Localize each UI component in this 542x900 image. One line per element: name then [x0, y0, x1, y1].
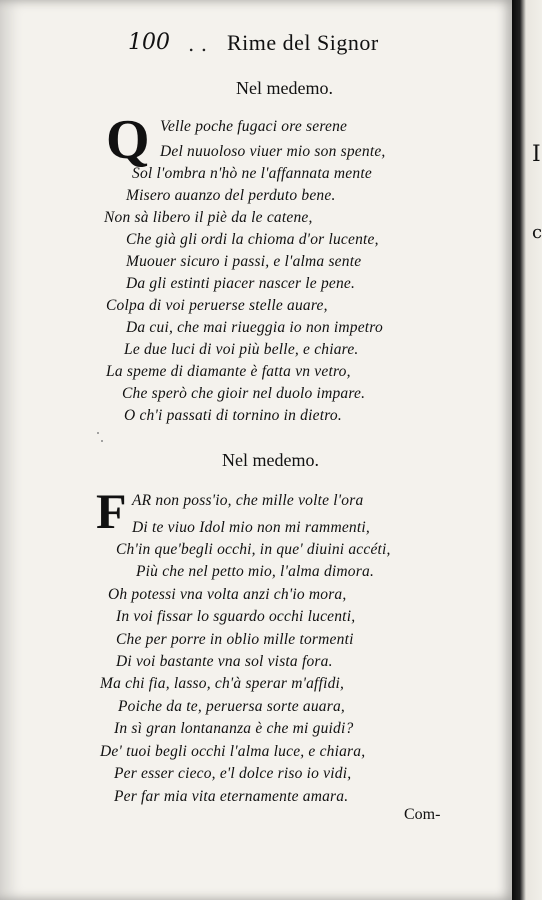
poem1-line-10: Da cui, che mai riueggia io non impetro	[126, 319, 383, 336]
poem2-line-5: Oh potessi vna volta anzi ch'io mora,	[108, 586, 347, 603]
poem1-line-3: Sol l'ombra n'hò ne l'affannata mente	[132, 165, 372, 182]
poem2-line-3: Ch'in que'begli occhi, in que' diuini accéti,	[116, 541, 391, 558]
adjacent-page-fragment: I	[532, 142, 541, 167]
poem1-line-9: Colpa di voi peruerse stelle auare,	[106, 297, 328, 314]
header-separator: . .	[188, 32, 208, 56]
poem1-line-5: Non sà libero il piè da le catene,	[104, 209, 313, 226]
poem1-line-1: Velle poche fugaci ore serene	[160, 118, 348, 135]
poem2-line-2: Di te viuo Idol mio non mi rammenti,	[132, 519, 370, 536]
poem1-line-6: Che già gli ordi la chioma d'or lucente,	[126, 231, 379, 248]
poem2-line-6: In voi fissar lo sguardo occhi lucenti,	[116, 608, 356, 625]
poem1-line-11: Le due luci di voi più belle, e chiare.	[124, 341, 359, 358]
poem1-title: Nel medemo.	[236, 78, 333, 98]
poem2-line-10: Poiche da te, peruersa sorte auara,	[118, 698, 345, 715]
poem2-line-14: Per far mia vita eternamente amara.	[114, 788, 349, 805]
poem1-line-13: Che sperò che gioir nel duolo impare.	[122, 385, 366, 402]
paper-speck	[101, 440, 103, 442]
poem1-line-14: O ch'i passati di tornino in dietro.	[124, 407, 342, 424]
poem1-line-12: La speme di diamante è fatta vn vetro,	[106, 363, 351, 380]
poem2-line-9: Ma chi fia, lasso, ch'à sperar m'affidi,	[100, 675, 345, 692]
page-header	[0, 30, 512, 62]
running-title: Rime del Signor	[227, 30, 379, 55]
adjacent-page-fragment: c	[532, 222, 542, 243]
poem2-line-4: Più che nel petto mio, l'alma dimora.	[136, 563, 375, 580]
poem1-line-4: Misero auanzo del perduto bene.	[126, 187, 336, 204]
poem2-line-13: Per esser cieco, e'l dolce riso io vidi,	[114, 765, 352, 782]
page-number: 100	[128, 30, 170, 55]
poem1-dropcap: Q	[106, 109, 150, 171]
poem2-line-12: De' tuoi begli occhi l'alma luce, e chiara,	[100, 743, 366, 760]
poem2-line-7: Che per porre in oblio mille tormenti	[116, 631, 354, 648]
poem1-line-8: Da gli estinti piacer nascer le pene.	[126, 275, 356, 292]
poem1-line-2: Del nuuoloso viuer mio son spente,	[160, 143, 386, 160]
poem2-line-11: In sì gran lontananza è che mi guidi?	[114, 720, 354, 737]
poem2-line-8: Di voi bastante vna sol vista fora.	[116, 653, 333, 670]
poem1-line-7: Muouer sicuro i passi, e l'alma sente	[126, 253, 362, 270]
catchword: Com-	[404, 806, 441, 823]
poem2-title: Nel medemo.	[222, 450, 319, 470]
poem2-line-1: AR non poss'io, che mille volte l'ora	[132, 492, 364, 509]
paper-speck	[97, 432, 99, 434]
adjacent-page-edge	[512, 0, 542, 900]
poem2-dropcap: F	[96, 483, 127, 539]
